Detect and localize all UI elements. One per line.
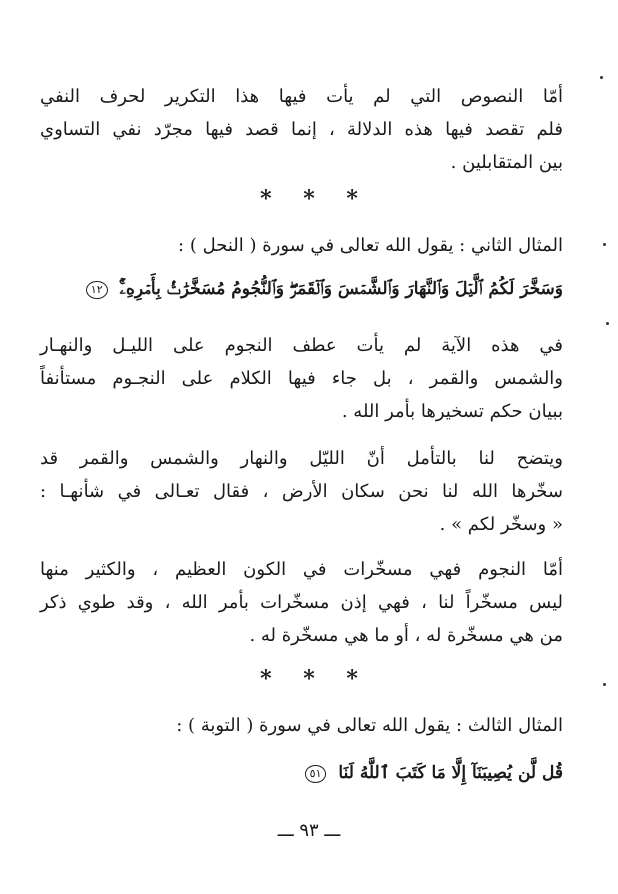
paragraph-line: ليس مسخّراً لنا ، فهي إذن مسخّرات بأمر الله ، وقد طوي ذكر — [40, 592, 563, 613]
verse-number-marker: ١٢ — [86, 281, 108, 299]
scan-speck — [600, 76, 603, 79]
paragraph-line: من هي مسخّرة له ، أو ما هي مسخّرة له . — [249, 625, 563, 646]
paragraph-line: أمّا النصوص التي لم يأت فيها هذا التكرير لحرف النفي — [40, 86, 563, 107]
example-heading: المثال الثاني : يقول الله تعالى في سورة ( النحل ) : — [178, 235, 563, 256]
paragraph-line: في هذه الآية لم يأت عطف النجوم على الليـل والنهـار — [40, 335, 563, 356]
verse-text: وَسَخَّرَ لَكُمُ ٱلَّيۡلَ وَٱلنَّهَارَ وَٱلشَّمۡسَ وَٱلۡقَمَرَۖ وَٱلنُّجُومُ مُسَخَّرَٰتُۢ بِأَمۡرِهِۦٓۚ — [119, 279, 563, 299]
quran-verse — [40, 276, 563, 302]
verse-text: قُل لَّن يُصِيبَنَآ إِلَّا مَا كَتَبَ ٱللَّهُ لَنَا — [338, 763, 563, 783]
paragraph-line: ببيان حكم تسخيرها بأمر الله . — [341, 401, 563, 422]
section-separator: * * * — [260, 666, 358, 692]
scan-speck — [603, 243, 606, 246]
paragraph-line: فلم تقصد فيها هذه الدلالة ، إنما قصد فيها مجرّد نفي التساوي — [40, 119, 563, 140]
page-number: ـــ ٩٣ ـــ — [277, 820, 341, 841]
paragraph-line: سخّرها الله لنا نحن سكان الأرض ، فقال تعـالى في شأنهـا : — [40, 481, 563, 502]
paragraph-line: ويتضح لنا بالتأمل أنّ الليّل والنهار والشمس والقمر قد — [40, 448, 563, 469]
paragraph-line: والشمس والقمر ، بل جاء فيها الكلام على النجـوم مستأنفاً — [40, 368, 563, 389]
scan-speck — [606, 322, 609, 325]
paragraph-line: بين المتقابلين . — [450, 152, 563, 173]
scan-speck — [603, 683, 606, 686]
example-heading: المثال الثالث : يقول الله تعالى في سورة ( التوبة ) : — [176, 715, 563, 736]
quran-verse — [40, 760, 563, 786]
paragraph-line: « وسخّر لكم » . — [439, 514, 563, 535]
paragraph-line: أمّا النجوم فهي مسخّرات في الكون العظيم ، والكثير منها — [40, 559, 563, 580]
section-separator: * * * — [260, 186, 358, 212]
verse-number-marker: ٥١ — [305, 765, 327, 783]
